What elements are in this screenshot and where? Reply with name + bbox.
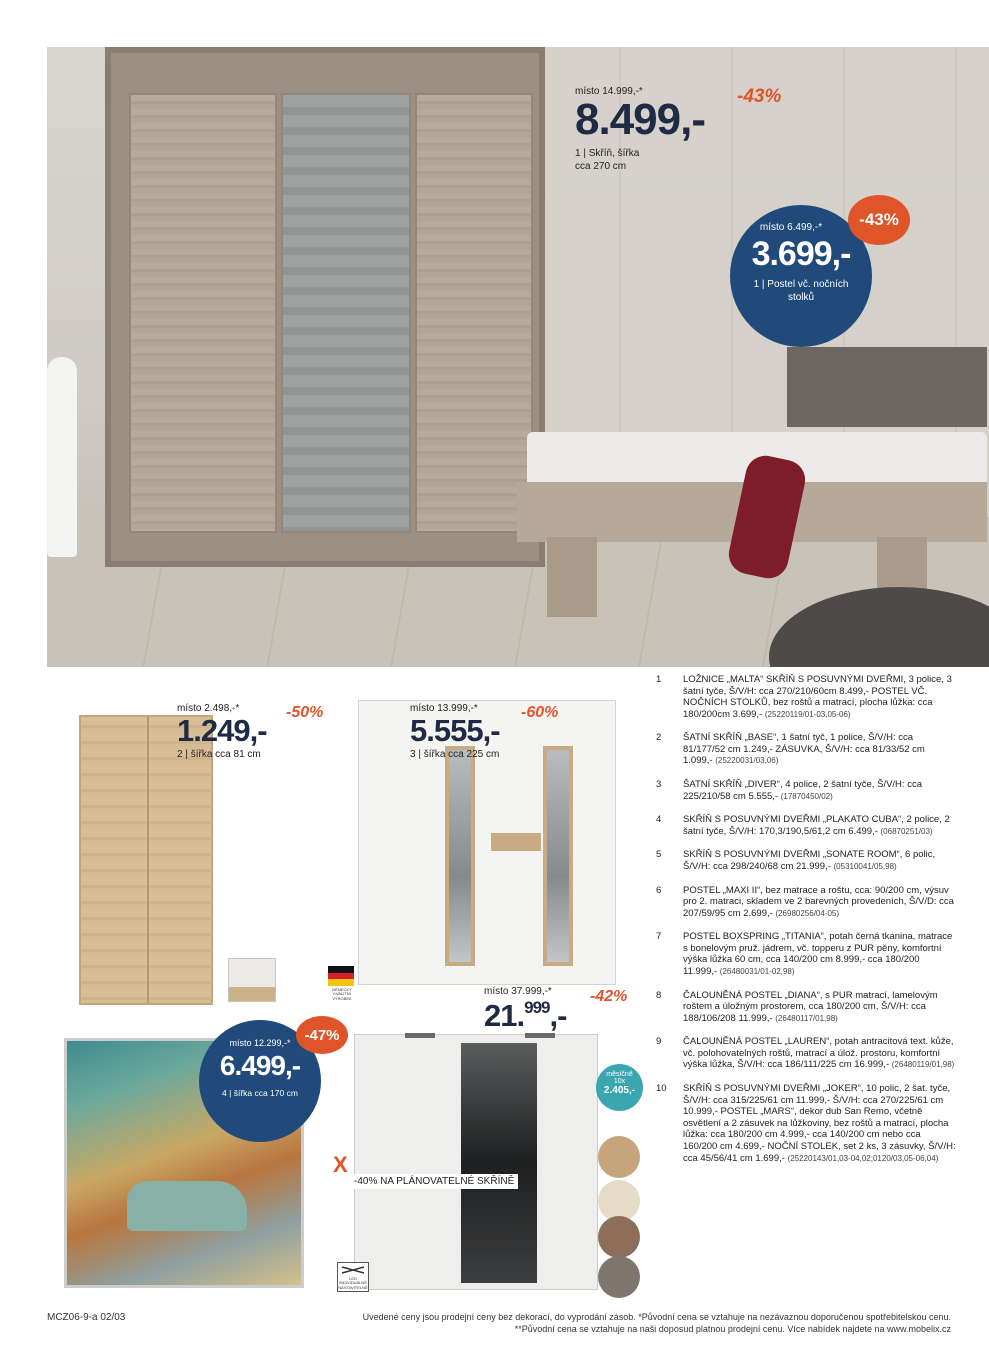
led-icon xyxy=(337,1262,369,1292)
mirror-panel xyxy=(445,746,475,966)
item-description xyxy=(683,674,956,720)
item-code: (25220119/01-03,05-06) xyxy=(764,709,851,719)
item-description xyxy=(683,885,956,920)
item-number: 3 xyxy=(656,779,662,791)
base-drawer-image xyxy=(228,958,276,1002)
base-desc: 2 | šířka cca 81 cm xyxy=(177,749,261,760)
item-code: (26980256/04-05) xyxy=(775,908,840,918)
wardrobe-door-middle xyxy=(281,93,411,533)
list-item xyxy=(656,885,956,920)
joker-price-main: 21. xyxy=(484,998,525,1033)
monthly-payment-badge xyxy=(596,1064,643,1111)
diver-was-price: místo 13.999,-* xyxy=(410,703,478,714)
german-flag-icon xyxy=(328,966,354,986)
led-symbol xyxy=(338,1263,368,1277)
joker-price-sup: 999 xyxy=(524,998,550,1017)
malta-bed-image xyxy=(517,347,987,617)
lamp-left xyxy=(405,1033,435,1038)
monthly-count: 10x xyxy=(613,1078,626,1085)
item-description xyxy=(683,732,956,767)
hero-discount: -43% xyxy=(737,86,782,107)
list-item xyxy=(656,990,956,1025)
item-number: 1 xyxy=(656,674,662,685)
joker-discount: -42% xyxy=(590,988,628,1005)
joker-wardrobe-image xyxy=(354,1034,598,1290)
cuba-desc: 4 | šířka cca 170 cm xyxy=(222,1088,298,1098)
swatch-oak xyxy=(598,1136,640,1178)
item-description xyxy=(683,990,956,1025)
item-description xyxy=(683,931,956,977)
item-code: (17870450/02) xyxy=(780,791,833,801)
item-text: POSTEL BOXSPRING „TITANIA“, potah černá tkanina, matrace s bonelovým pruž. jádrem, vč. topperu z PUR pěny, komfortní výška lůžka 60 cm, cca 140/200 cm 8.999,- cca 180/200 11.999,- xyxy=(683,931,953,977)
monthly-amount: 2.405,- xyxy=(603,1085,636,1096)
footer-notes xyxy=(363,1312,951,1335)
item-description xyxy=(683,849,956,872)
list-item xyxy=(656,732,956,767)
wardrobe-door-left xyxy=(129,93,277,533)
hero-was-price: místo 14.999,-* xyxy=(575,86,643,97)
item-code: (26480117/01,98) xyxy=(775,1013,838,1023)
mirror-door xyxy=(461,1043,537,1283)
vintage-car-print xyxy=(127,1181,247,1231)
item-number: 9 xyxy=(656,1036,662,1048)
item-text: LOŽNICE „MALTA“ SKŘÍŇ S POSUVNÝMI DVEŘMI, 3 police, 3 šatní tyče, Š/V/H: cca 270/210/60cm 8.499,- POSTEL VČ. NOČNÍCH STOLKŮ, bez roštů a matrací, plocha lůžka: cca 180/200cm 3.699,- xyxy=(683,674,952,720)
item-text: SKŘÍŇ S POSUVNÝMI DVEŘMI „SONATE ROOM“, 6 polic, Š/V/H: cca 298/240/68 cm 21.999,- xyxy=(683,849,936,872)
x-marker: X xyxy=(333,1152,348,1177)
footer-note-1: Uvedené ceny jsou prodejní ceny bez dekorací, do vyprodání zásob. *Původní cena se vztahuje na nezávaznou doporučenou spotřebitelskou cenu. xyxy=(362,1312,951,1322)
bed-discount-badge: -43% xyxy=(848,195,910,245)
item-code: (25220143/01,03-04,02;0120/03,05-06,04) xyxy=(787,1153,939,1163)
item-number: 6 xyxy=(656,884,662,896)
list-item xyxy=(656,849,956,872)
flag-stripe-gold xyxy=(328,979,354,986)
item-code: (05310041/05,98) xyxy=(833,861,897,871)
base-price: 1.249,- xyxy=(177,713,267,748)
page-code: MCZ06-9-a 02/03 xyxy=(47,1312,126,1323)
hero-desc-1: 1 | Skříň, šířka xyxy=(575,148,640,159)
item-description xyxy=(683,814,956,837)
item-number: 10 xyxy=(656,1083,667,1095)
cuba-discount-badge: -47% xyxy=(296,1016,348,1054)
promo-label: -40% NA PLÁNOVATELNÉ SKŘÍNĚ xyxy=(350,1174,518,1189)
bed-was-price: místo 6.499,-* xyxy=(759,222,823,233)
flag-stripe-red xyxy=(328,973,354,980)
hero-desc-2: cca 270 cm xyxy=(575,160,627,172)
item-code: (26480119/01,98) xyxy=(891,1060,955,1070)
list-item xyxy=(656,814,956,837)
cuba-was-price: místo 12.299,-* xyxy=(229,1038,291,1048)
item-text: POSTEL „MAXI II“, bez matrace a roštu, cca: 90/200 cm, výsuv pro 2. matraci, skladem ve 2 barevných provedeních, Š/V/D: cca 207/59/95 cm 2.699,- xyxy=(683,884,954,919)
diver-desc: 3 | šířka cca 225 cm xyxy=(410,749,500,760)
diver-price-block xyxy=(410,703,500,762)
bed-desc: 1 | Postel vč. nočních stolků xyxy=(753,279,849,303)
item-text: ŠATNÍ SKŘÍŇ „BASE“, 1 šatní tyč, 1 police, Š/V/H: cca 81/177/52 cm 1.249,- ZÁSUVKA, Š/V/H: cca 81/33/52 cm 1.099,- xyxy=(683,732,925,767)
list-item xyxy=(656,931,956,977)
item-text: ŠATNÍ SKŘÍŇ „DIVER“, 4 police, 2 šatní tyče, Š/V/H: cca 225/210/58 cm 5.555,- xyxy=(683,779,922,802)
hero-bedroom-image xyxy=(47,47,989,667)
diver-discount: -60% xyxy=(521,704,559,721)
bed-leg xyxy=(547,537,597,617)
item-description xyxy=(683,1036,956,1071)
drawer-front xyxy=(229,987,275,1001)
item-number: 4 xyxy=(656,814,662,826)
malta-wardrobe-image xyxy=(105,47,545,567)
item-code: (25220031/03,06) xyxy=(715,756,779,766)
item-code: (06870251/03) xyxy=(880,826,933,836)
item-text: SKŘÍŇ S POSUVNÝMI DVEŘMI „JOKER“, 10 polic, 2 šat. tyče, Š/V/H: cca 315/225/61 cm 11.999,- Š/V/H: cca 270/225/61 cm 10.999,- POSTEL „MARS“, dekor dub San Remo, včetně osvětlení a 2 zásuvek na lůžkoviny, bez roštů a matrací, plocha lůžka: cca 180/200 cm 4.999,- cca 140/200 cm nebo cca 160/200 cm 4.699,- NOČNÍ STOLEK, set 2 ks, 3 zásuvky, Š/V/H: cca 45/56/41 cm 1.699,- xyxy=(683,1083,956,1164)
list-item xyxy=(656,779,956,802)
joker-price-end: ,- xyxy=(549,998,567,1033)
item-text: ČALOUNĚNÁ POSTEL „DIANA“, s PUR matrací, lamelovým roštem a úložným prostorem, cca 180/200 cm, Š/V/H: cca 188/106/208 11.999,- xyxy=(683,989,938,1024)
product-list xyxy=(656,674,956,1176)
vase xyxy=(47,357,77,557)
lamp-right xyxy=(525,1033,555,1038)
list-item xyxy=(656,1083,956,1164)
joker-price xyxy=(484,999,573,1031)
drawer xyxy=(491,833,541,851)
hero-price-block xyxy=(575,86,705,173)
item-description xyxy=(683,779,956,802)
diver-price: 5.555,- xyxy=(410,713,500,748)
wardrobe-door-right xyxy=(415,93,533,533)
item-number: 7 xyxy=(656,931,662,943)
list-item xyxy=(656,1036,956,1071)
item-number: 5 xyxy=(656,849,662,861)
item-number: 8 xyxy=(656,989,662,1001)
item-code: (26480031/01-02,98) xyxy=(719,966,795,976)
german-quality-label: NĚMECKÝ KVALITNÍ VÝROBEK xyxy=(332,987,352,1001)
footer-note-2: **Původní cena se vztahuje na naši doposud platnou prodejní cenu. Více nabídek najdete na www.mobelix.cz xyxy=(514,1323,951,1334)
item-text: SKŘÍŇ S POSUVNÝMI DVEŘMI „PLAKATO CUBA“, 2 police, 2 šatní tyče, Š/V/H: 170,3/190,5/61,2 cm 6.499,- xyxy=(683,814,950,837)
base-discount: -50% xyxy=(286,704,324,721)
hero-price: 8.499,- xyxy=(575,95,705,144)
bed-price: 3.699,- xyxy=(751,235,851,273)
list-item xyxy=(656,674,956,720)
item-description xyxy=(683,1083,956,1164)
door-split xyxy=(147,717,149,1003)
led-label: LED INDIVIDUÁLNĚ NASTAVITELNÉ xyxy=(338,1275,368,1290)
mirror-panel xyxy=(543,746,573,966)
swatch-walnut xyxy=(598,1216,640,1258)
base-was-price: místo 2.498,-* xyxy=(177,703,240,714)
base-price-block xyxy=(177,703,267,762)
item-text: ČALOUNĚNÁ POSTEL „LAUREN“, potah antracitová text. kůže, vč. polohovatelných roštů, matrací a úlož. prostoru, komfortní výška lůžka, Š/V/H: cca 186/111/225 cm 16.999,- xyxy=(683,1036,954,1071)
bed-headboard xyxy=(787,347,987,427)
flag-stripe-black xyxy=(328,966,354,973)
swatch-grey xyxy=(598,1256,640,1298)
joker-was-price: místo 37.999,-* xyxy=(484,986,552,997)
monthly-label: měsíčně xyxy=(606,1071,633,1078)
cuba-price: 6.499,- xyxy=(219,1050,301,1081)
item-number: 2 xyxy=(656,732,662,744)
